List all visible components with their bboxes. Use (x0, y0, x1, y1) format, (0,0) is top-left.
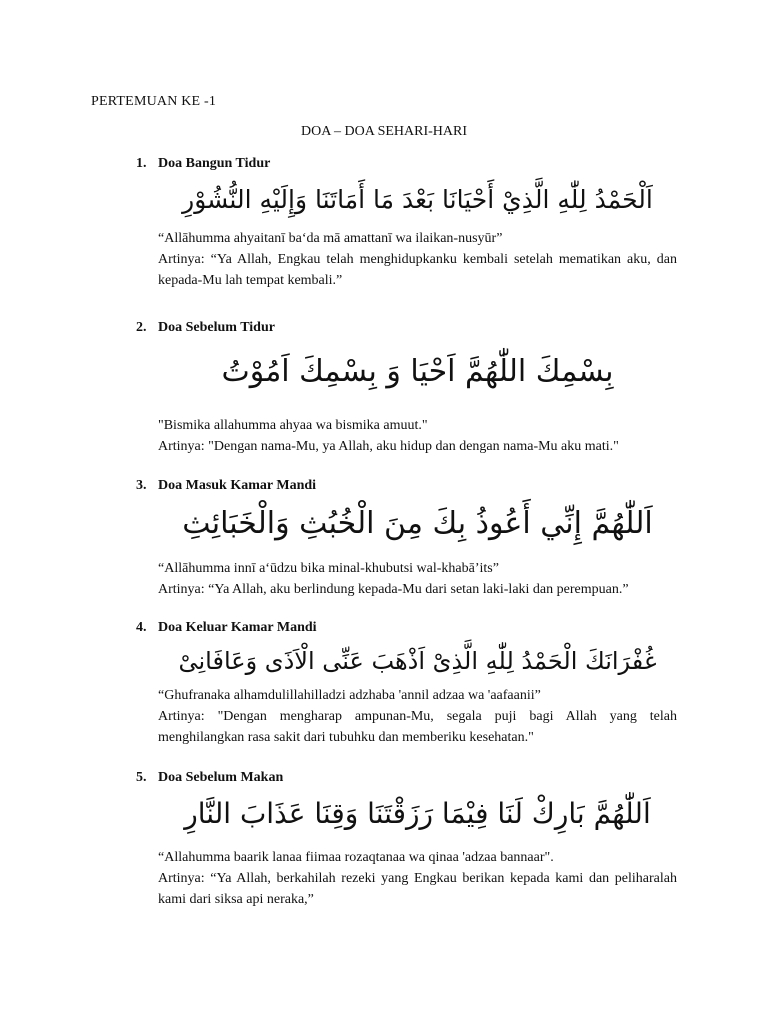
transliteration: “Ghufranaka alhamdulillahilladzi adzhaba 'annil adzaa wa 'aafaanii” (158, 688, 541, 703)
prayer-section (136, 769, 677, 910)
prayer-heading (136, 319, 677, 337)
prayer-heading (136, 155, 677, 173)
prayer-title: Doa Sebelum Makan (158, 770, 284, 785)
prayer-section (136, 619, 677, 748)
transliteration: "Bismika allahumma ahyaa wa bismika amuut." (158, 418, 428, 433)
prayer-number: 3. (136, 478, 147, 493)
document-title: DOA – DOA SEHARI-HARI (300, 124, 468, 139)
meaning: Artinya: “Ya Allah, berkahilah rezeki yang Engkau berikan kepada kami dan peliharalah kami dari siksa api neraka,” (158, 871, 677, 907)
transliteration: “Allahumma baarik lanaa fiimaa rozaqtanaa wa qinaa 'adzaa bannaar". (158, 850, 554, 865)
arabic-text: بِسْمِكَ اللّٰهُمَّ اَحْيَا وَ بِسْمِكَ اَمُوْتُ (221, 354, 614, 389)
page-heading: PERTEMUAN KE -1 (91, 94, 217, 109)
transliteration: “Allāhumma ahyaitanī ba‘da mā amattanī wa ilaikan-nusyūr” (158, 231, 503, 246)
prayer-section (136, 155, 677, 291)
meaning: Artinya: "Dengan mengharap ampunan-Mu, segala puji bagi Allah yang telah menghilangkan rasa sakit dari tubuhku dan memberiku kesehatan." (158, 709, 677, 745)
prayer-number: 2. (136, 320, 147, 335)
prayer-title: Doa Bangun Tidur (158, 156, 271, 171)
arabic-text: اَللّٰهُمَّ إِنِّي أَعُوذُ بِكَ مِنَ الْخُبُثِ وَالْخَبَائِثِ (182, 506, 653, 541)
prayer-heading (136, 477, 677, 495)
prayer-section (136, 477, 677, 600)
prayer-heading (136, 769, 677, 787)
prayer-number: 5. (136, 770, 147, 785)
transliteration: “Allāhumma innī a‘ūdzu bika minal-khubutsi wal-khabā’its” (158, 561, 499, 576)
prayer-title: Doa Keluar Kamar Mandi (158, 620, 317, 635)
prayer-heading (136, 619, 677, 637)
arabic-text: اَلْحَمْدُ لِلّٰهِ الَّذِيْ أَحْيَانَا بَعْدَ مَا أَمَاتَنَا وَإِلَيْهِ النُّشُوْرِ (182, 185, 653, 214)
prayer-title: Doa Sebelum Tidur (158, 320, 275, 335)
arabic-text: اَللّٰهُمَّ بَارِكْ لَنَا فِيْمَا رَزَقْتَنَا وَقِنَا عَذَابَ النَّارِ (184, 797, 651, 830)
prayer-number: 4. (136, 620, 147, 635)
prayer-section (136, 319, 677, 457)
meaning: Artinya: "Dengan nama-Mu, ya Allah, aku hidup dan dengan nama-Mu aku mati." (158, 439, 619, 454)
meaning: Artinya: “Ya Allah, aku berlindung kepada-Mu dari setan laki-laki dan perempuan.” (158, 582, 629, 597)
prayer-number: 1. (136, 156, 147, 171)
meaning: Artinya: “Ya Allah, Engkau telah menghidupkanku kembali setelah mematikan aku, dan kepada-Mu lah tempat kembali.” (158, 252, 677, 288)
prayer-title: Doa Masuk Kamar Mandi (158, 478, 317, 493)
arabic-text: غُفْرَانَكَ الْحَمْدُ لِلّٰهِ الَّذِىْ اَذْهَبَ عَنِّى الْاَذَى وَعَافَانِىْ (178, 647, 657, 675)
